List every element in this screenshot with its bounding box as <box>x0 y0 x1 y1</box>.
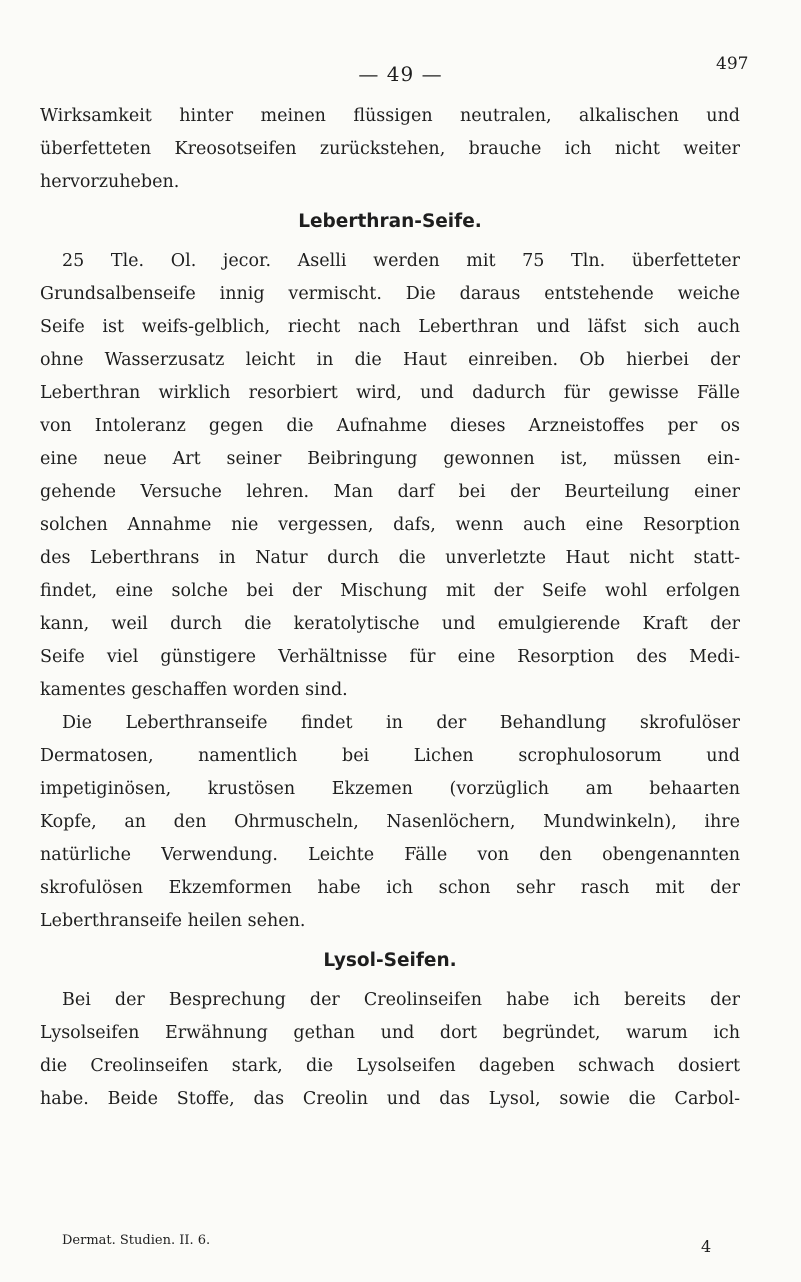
text-line: eine neue Art seiner Beibringung gewonnen ist, müssen ein- <box>40 449 740 469</box>
paragraph-leberthran-usage <box>40 707 740 938</box>
text-line: Lysolseifen Erwähnung gethan und dort begründet, warum ich <box>40 1023 740 1043</box>
text-line: Dermatosen, namentlich bei Lichen scrophulosorum und <box>40 746 740 766</box>
text-line: skrofulösen Ekzemformen habe ich schon sehr rasch mit der <box>40 878 740 898</box>
text-line: Kopfe, an den Ohrmuscheln, Nasenlöchern, Mundwinkeln), ihre <box>40 812 740 832</box>
section-heading-lysol: Lysol-Seifen. <box>323 950 457 971</box>
text-line: habe. Beide Stoffe, das Creolin und das Lysol, sowie die Carbol- <box>40 1089 740 1109</box>
text-line: solchen Annahme nie vergessen, dafs, wenn auch eine Resorption <box>40 515 740 535</box>
text-line: Seife ist weifs-gelblich, riecht nach Leberthran und läfst sich auch <box>40 317 740 337</box>
text-line: Seife viel günstigere Verhältnisse für eine Resorption des Medi- <box>40 647 740 667</box>
text-line: die Creolinseifen stark, die Lysolseifen dageben schwach dosiert <box>40 1056 740 1076</box>
body-text <box>40 100 740 1116</box>
text-line: kann, weil durch die keratolytische und emulgierende Kraft der <box>40 614 740 634</box>
text-line: Bei der Besprechung der Creolinseifen habe ich bereits der <box>62 990 740 1010</box>
page-number-inner: — 49 — <box>358 62 443 86</box>
text-line: impetiginösen, krustösen Ekzemen (vorzüglich am behaarten <box>40 779 740 799</box>
section-heading-leberthran: Leberthran-Seife. <box>298 211 482 232</box>
paragraph-continuation <box>40 100 740 199</box>
text-line: kamentes geschaffen worden sind. <box>40 680 348 700</box>
text-line: Leberthranseife heilen sehen. <box>40 911 306 931</box>
text-line: ohne Wasserzusatz leicht in die Haut einreiben. Ob hierbei der <box>40 350 740 370</box>
text-line: natürliche Verwendung. Leichte Fälle von den obengenannten <box>40 845 740 865</box>
text-line: gehende Versuche lehren. Man darf bei der Beurteilung einer <box>40 482 740 502</box>
paragraph-leberthran-recipe <box>40 245 740 707</box>
text-line: des Leberthrans in Natur durch die unverletzte Haut nicht statt- <box>40 548 740 568</box>
text-line: Wirksamkeit hinter meinen flüssigen neutralen, alkalischen und <box>40 106 740 126</box>
paragraph-lysol <box>40 984 740 1116</box>
text-line: Leberthran wirklich resorbiert wird, und dadurch für gewisse Fälle <box>40 383 740 403</box>
printer-signature-number: 4 <box>701 1237 712 1256</box>
text-line: Die Leberthranseife findet in der Behandlung skrofulöser <box>62 713 740 733</box>
text-line: überfetteten Kreosotseifen zurückstehen, brauche ich nicht weiter <box>40 139 740 159</box>
printer-signature-title: Dermat. Studien. II. 6. <box>62 1233 211 1248</box>
page-number-outer: 497 <box>716 54 749 74</box>
text-line: von Intoleranz gegen die Aufnahme dieses Arzneistoffes per os <box>40 416 740 436</box>
text-line: findet, eine solche bei der Mischung mit der Seife wohl erfolgen <box>40 581 740 601</box>
text-line: Grundsalbenseife innig vermischt. Die daraus entstehende weiche <box>40 284 740 304</box>
text-line: 25 Tle. Ol. jecor. Aselli werden mit 75 Tln. überfetteter <box>62 251 740 271</box>
text-line: hervorzuheben. <box>40 172 180 192</box>
